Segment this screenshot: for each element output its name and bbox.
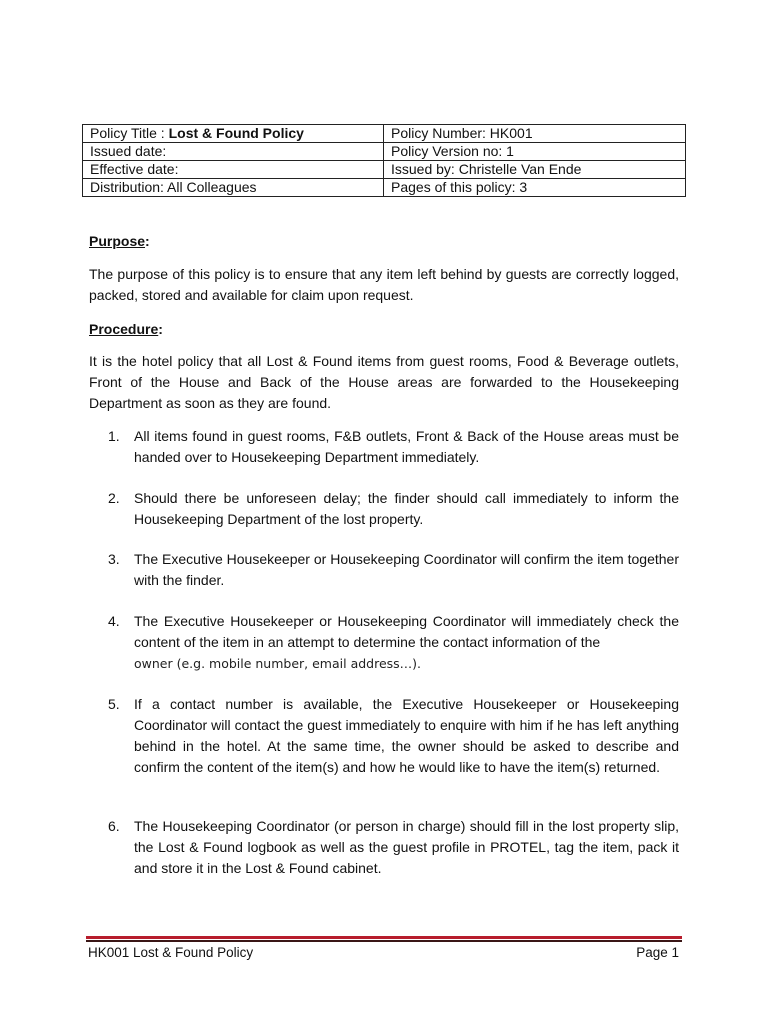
list-item — [108, 611, 679, 674]
policy-version-cell: Policy Version no: 1 — [384, 143, 686, 161]
procedure-intro-paragraph: It is the hotel policy that all Lost & Found items from guest rooms, Food & Beverage outlets, Front of the House and Back of the House areas are forwarded to the Housekeeping Department as soon as they are found. — [89, 353, 679, 411]
table-row — [83, 143, 686, 161]
list-item — [108, 816, 679, 879]
purpose-heading-text: Purpose — [89, 233, 146, 249]
list-item-number: 4. — [108, 613, 120, 629]
pages-cell: Pages of this policy: 3 — [384, 179, 686, 197]
policy-title-value: Lost & Found Policy — [168, 125, 304, 141]
list-item-number: 1. — [108, 428, 120, 444]
purpose-paragraph: The purpose of this policy is to ensure that any item left behind by guests are correctly logged, packed, stored and available for claim upon request. — [89, 266, 679, 303]
list-item-text: All items found in guest rooms, F&B outlets, Front & Back of the House areas must be handed over to Housekeeping Department immediately. — [134, 428, 679, 465]
issued-date-cell: Issued date: — [83, 143, 384, 161]
list-item-text — [134, 611, 679, 674]
effective-date-cell: Effective date: — [83, 161, 384, 179]
footer-rule-dark — [86, 940, 682, 942]
list-item-text-alt: owner (e.g. mobile number, email address…). — [134, 656, 422, 671]
policy-info-table — [82, 124, 686, 197]
list-item — [108, 694, 679, 778]
distribution-cell: Distribution: All Colleagues — [83, 179, 384, 197]
policy-title-label: Policy Title : — [90, 125, 169, 141]
footer-page-number: Page 1 — [636, 945, 679, 960]
list-item — [108, 549, 679, 591]
policy-number-cell: Policy Number: HK001 — [384, 125, 686, 143]
policy-title-cell — [83, 125, 384, 143]
list-item — [108, 426, 679, 468]
list-item-number: 5. — [108, 696, 120, 712]
list-item-number: 6. — [108, 818, 120, 834]
table-row — [83, 125, 686, 143]
footer-document-label: HK001 Lost & Found Policy — [88, 945, 254, 960]
list-item-text: If a contact number is available, the Executive Housekeeper or Housekeeping Coordinator will contact the guest immediately to enquire with him if he has left anything behind in the hotel. At the same time, the owner should be asked to describe and confirm the content of the item(s) and how he would like to have the item(s) returned. — [134, 696, 679, 775]
footer-rule-red — [86, 936, 682, 939]
list-item-text: The Executive Housekeeper or Housekeeping Coordinator will confirm the item together with the finder. — [134, 551, 679, 588]
purpose-heading-colon: : — [145, 233, 150, 249]
procedure-heading-text: Procedure — [89, 321, 159, 337]
list-item-text: The Housekeeping Coordinator (or person in charge) should fill in the lost property slip, the Lost & Found logbook as well as the guest profile in PROTEL, tag the item, pack it and store it in the Lost & Found cabinet. — [134, 818, 679, 876]
list-item-text: Should there be unforeseen delay; the finder should call immediately to inform the Housekeeping Department of the lost property. — [134, 490, 679, 527]
table-row — [83, 161, 686, 179]
purpose-heading — [89, 232, 150, 250]
procedure-heading-colon: : — [158, 321, 163, 337]
list-item-number: 3. — [108, 551, 120, 567]
issued-by-cell: Issued by: Christelle Van Ende — [384, 161, 686, 179]
list-item-number: 2. — [108, 490, 120, 506]
table-row — [83, 179, 686, 197]
list-item-text-main: The Executive Housekeeper or Housekeeping Coordinator will immediately check the content of the item in an attempt to determine the contact information of the — [134, 613, 679, 650]
procedure-heading — [89, 320, 163, 338]
list-item — [108, 488, 679, 530]
